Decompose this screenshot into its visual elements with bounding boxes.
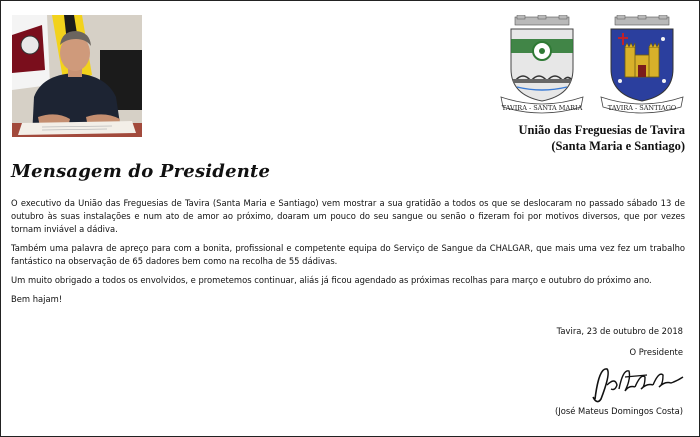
message-body	[11, 197, 685, 312]
organization-name	[519, 122, 685, 154]
message-paragraph: Também uma palavra de apreço para com a bonita, profissional e competente equipa do Serviço de Sangue da CHALGAR, que mais uma vez fez um trabalho fantástico na observação de 65 dadores bem como na recolha de 55 dádivas.	[11, 243, 685, 266]
svg-text:TAVIRA - SANTA MARIA: TAVIRA - SANTA MARIA	[501, 104, 583, 112]
santa-maria-crest-icon	[501, 15, 583, 113]
organization-name-line1: União das Freguesias de Tavira	[518, 123, 685, 137]
signatory-name: (José Mateus Domingos Costa)	[554, 406, 683, 416]
svg-text:TAVIRA - SANTIAGO: TAVIRA - SANTIAGO	[607, 104, 677, 112]
president-photo	[12, 15, 142, 137]
signatory-role: O Presidente	[629, 347, 683, 357]
santiago-crest-icon	[601, 15, 683, 113]
parish-crests	[497, 15, 687, 119]
letter-date: Tavira, 23 de outubro de 2018	[556, 326, 683, 336]
message-title: Mensagem do Presidente	[11, 161, 271, 182]
message-paragraph: Um muito obrigado a todos os envolvidos, e prometemos continuar, aliás já ficou agendado as próximas recolhas para março e outubro do próximo ano.	[11, 275, 652, 285]
message-paragraph: Bem hajam!	[11, 294, 63, 304]
handwritten-signature	[585, 359, 689, 405]
message-paragraph: O executivo da União das Freguesias de Tavira (Santa Maria e Santiago) vem mostrar a sua gratidão a todos os que se deslocaram no passado sábado 13 de outubro às suas instalações e num ato de amor ao próximo, doaram um pouco do seu sangue ou senão o fizeram foi por motivos diversos, que por vezes tornam inviável a dádiva.	[11, 198, 685, 234]
organization-name-line2: (Santa Maria e Santiago)	[551, 139, 685, 153]
